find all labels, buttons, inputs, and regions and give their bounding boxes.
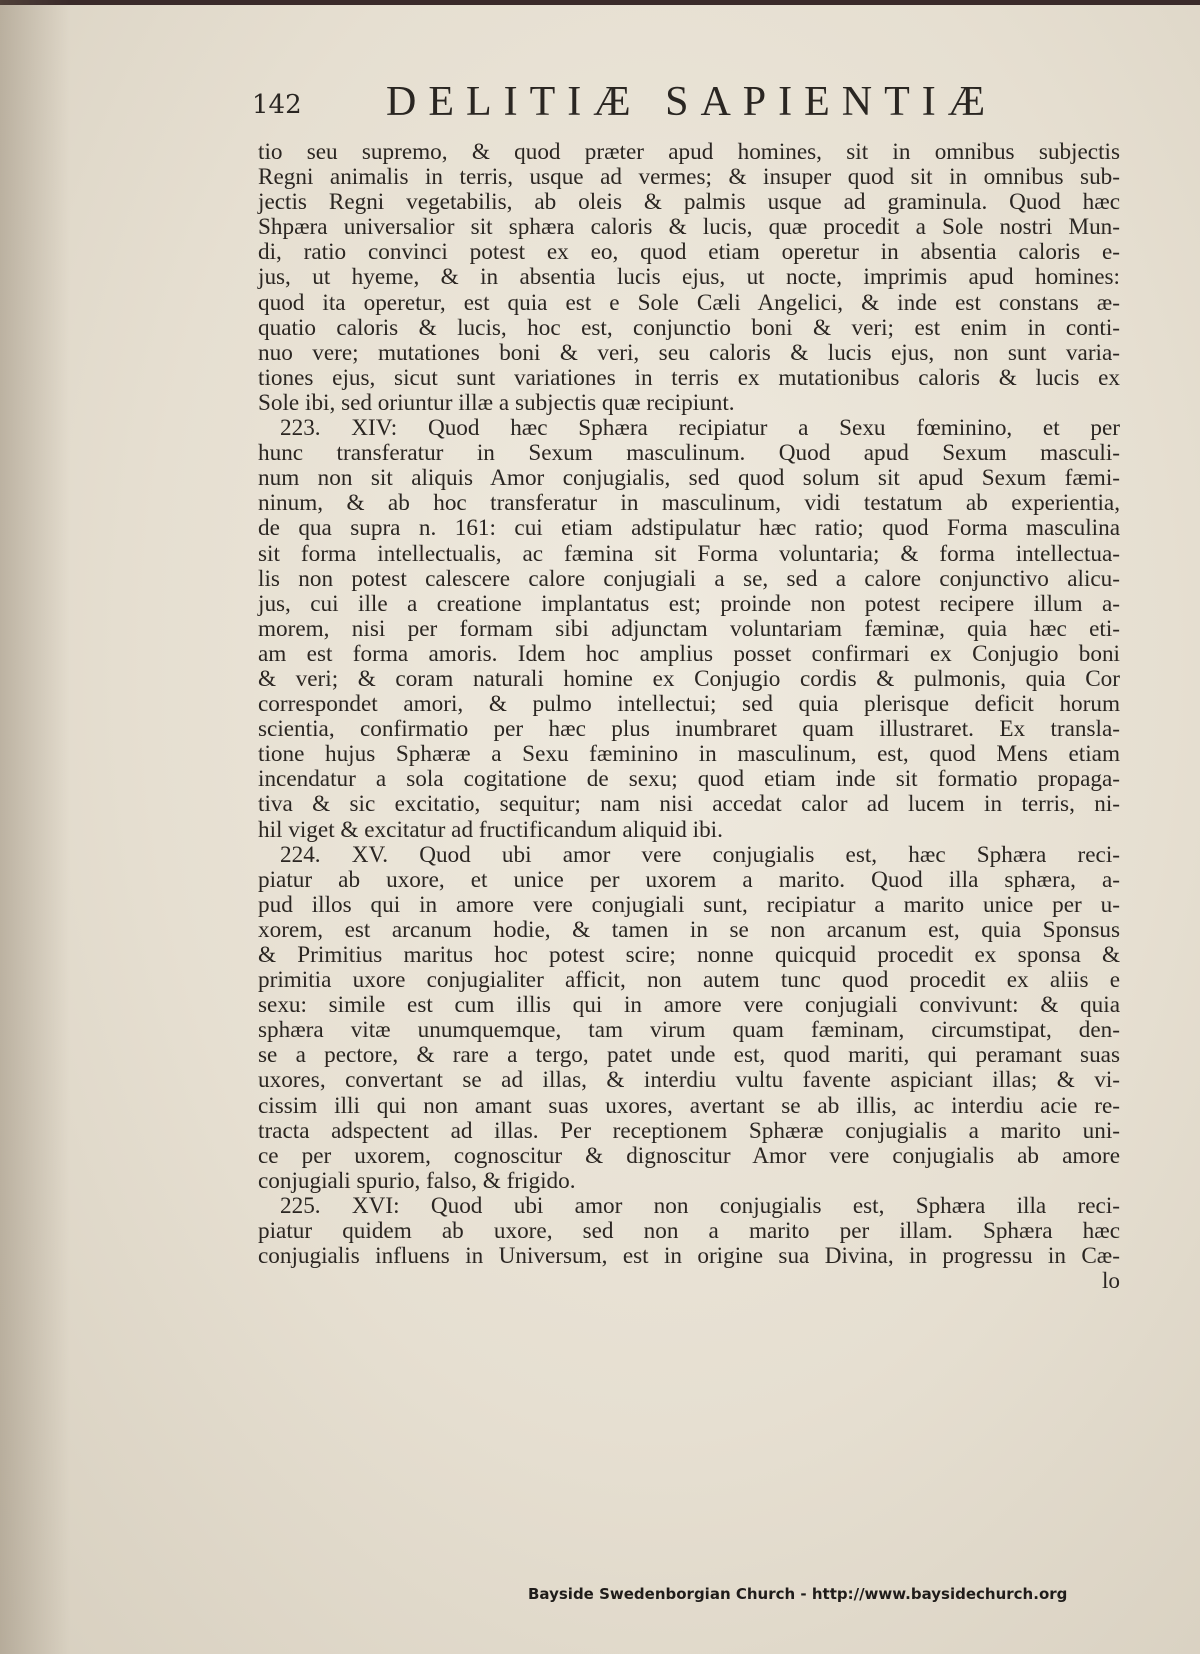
page-number: 142 bbox=[252, 90, 302, 120]
text-line: sit forma intellectualis, ac fæmina sit Forma voluntaria; & forma intellectua- bbox=[258, 540, 1120, 567]
text-line: pud illos qui in amore vere conjugiali sunt, recipiatur a marito unice per u- bbox=[258, 891, 1120, 918]
text-line: tiva & sic excitatio, sequitur; nam nisi accedat calor ad lucem in terris, ni- bbox=[258, 791, 1120, 818]
text-line: conjugiali spurio, falso, & frigido. bbox=[258, 1167, 576, 1194]
text-line: incendatur a sola cogitatione de sexu; quod etiam inde sit formatio propaga- bbox=[258, 766, 1120, 793]
text-line: Regni animalis in terris, usque ad vermes; & insuper quod sit in omnibus sub- bbox=[258, 164, 1120, 191]
text-line: correspondet amori, & pulmo intellectui; sed quia plerisque deficit horum bbox=[258, 691, 1120, 718]
text-line: sexu: simile est cum illis qui in amore vere conjugiali convivunt: & quia bbox=[258, 992, 1120, 1019]
running-title: DELITIÆ SAPIENTIÆ bbox=[386, 79, 998, 125]
text-line: jus, ut hyeme, & in absentia lucis ejus, ut nocte, imprimis apud homines: bbox=[258, 264, 1120, 291]
text-line: xorem, est arcanum hodie, & tamen in se non arcanum est, quia Sponsus bbox=[258, 916, 1120, 943]
text-line: tiones ejus, sicut sunt variationes in terris ex mutationibus caloris & lucis ex bbox=[258, 364, 1120, 391]
section-heading-224: 224. XV. Quod ubi amor vere conjugialis est, hæc Sphæra reci- bbox=[280, 841, 1120, 868]
text-line: di, ratio convinci potest ex eo, quod etiam operetur in absentia caloris e- bbox=[258, 239, 1120, 266]
text-line: hunc transferatur in Sexum masculinum. Quod apud Sexum masculi- bbox=[258, 440, 1120, 467]
text-line: conjugialis influens in Universum, est in origine sua Divina, in progressu in Cæ- bbox=[258, 1243, 1120, 1270]
text-line: am est forma amoris. Idem hoc amplius posset confirmari ex Conjugio boni bbox=[258, 640, 1120, 667]
text-line: morem, nisi per formam sibi adjunctam voluntariam fæminæ, quia hæc eti- bbox=[258, 615, 1120, 642]
text-line: ninum, & ab hoc transferatur in masculinum, vidi testatum ab experientia, bbox=[258, 490, 1120, 517]
text-line: jus, cui ille a creatione implantatus est; proinde non potest recipere illum a- bbox=[258, 590, 1120, 617]
text-line: Shpæra universalior sit sphæra caloris & lucis, quæ procedit a Sole nostri Mun- bbox=[258, 214, 1120, 241]
text-line: sphæra vitæ unumquemque, tam virum quam fæminam, circumstipat, den- bbox=[258, 1017, 1120, 1044]
text-line: cissim illi qui non amant suas uxores, avertant se ab illis, ac interdiu acie re- bbox=[258, 1092, 1120, 1119]
body-text bbox=[258, 140, 1120, 1294]
text-line: piatur ab uxore, et unice per uxorem a marito. Quod illa sphæra, a- bbox=[258, 866, 1120, 893]
text-line: Sole ibi, sed oriuntur illæ a subjectis quæ recipiunt. bbox=[258, 389, 735, 416]
text-line: tione hujus Sphæræ a Sexu fæminino in masculinum, est, quod Mens etiam bbox=[258, 741, 1120, 768]
text-line: se a pectore, & rare a tergo, patet unde est, quod mariti, qui peramant suas bbox=[258, 1042, 1120, 1069]
text-line: primitia uxore conjugialiter afficit, non autem tunc quod procedit ex aliis e bbox=[258, 967, 1120, 994]
text-line: nuo vere; mutationes boni & veri, seu caloris & lucis ejus, non sunt varia- bbox=[258, 339, 1120, 366]
page-header bbox=[252, 78, 1112, 138]
text-line: uxores, convertant se ad illas, & interdiu vultu favente aspiciant illas; & vi- bbox=[258, 1067, 1120, 1094]
text-line: tio seu supremo, & quod præter apud homines, sit in omnibus subjectis bbox=[258, 139, 1120, 165]
text-line: num non sit aliquis Amor conjugialis, sed quod solum sit apud Sexum fæmi- bbox=[258, 465, 1120, 492]
catchword: lo bbox=[1101, 1268, 1120, 1295]
text-line: scientia, confirmatio per hæc plus inumbraret quam illustraret. Ex transla- bbox=[258, 716, 1120, 743]
text-line: piatur quidem ab uxore, sed non a marito per illam. Sphæra hæc bbox=[258, 1218, 1120, 1245]
text-line: & veri; & coram naturali homine ex Conjugio cordis & pulmonis, quia Cor bbox=[258, 665, 1120, 692]
section-heading-225: 225. XVI: Quod ubi amor non conjugialis est, Sphæra illa reci- bbox=[280, 1192, 1120, 1219]
text-line: lis non potest calescere calore conjugiali a se, sed a calore conjunctivo alicu- bbox=[258, 565, 1120, 592]
gutter-shadow bbox=[0, 0, 70, 1654]
text-line: tracta adspectent ad illas. Per receptionem Sphæræ conjugialis a marito uni- bbox=[258, 1117, 1120, 1144]
text-line: & Primitius maritus hoc potest scire; nonne quicquid procedit ex sponsa & bbox=[258, 942, 1120, 968]
top-edge-strip bbox=[0, 0, 1200, 5]
text-line: hil viget & excitatur ad fructificandum aliquid ibi. bbox=[258, 816, 723, 843]
text-line: ce per uxorem, cognoscitur & dignoscitur Amor vere conjugialis ab amore bbox=[258, 1142, 1120, 1169]
text-line: quod ita operetur, est quia est e Sole Cæli Angelici, & inde est constans æ- bbox=[258, 289, 1120, 316]
section-heading-223: 223. XIV: Quod hæc Sphæra recipiatur a Sexu fœminino, et per bbox=[280, 415, 1120, 442]
text-line: jectis Regni vegetabilis, ab oleis & palmis usque ad graminula. Quod hæc bbox=[258, 189, 1120, 216]
footer-credit: Bayside Swedenborgian Church - http://www.baysidechurch.org bbox=[528, 1585, 1068, 1603]
text-line: de qua supra n. 161: cui etiam adstipulatur hæc ratio; quod Forma masculina bbox=[258, 515, 1120, 542]
text-line: quatio caloris & lucis, hoc est, conjunctio boni & veri; est enim in conti- bbox=[258, 314, 1120, 341]
